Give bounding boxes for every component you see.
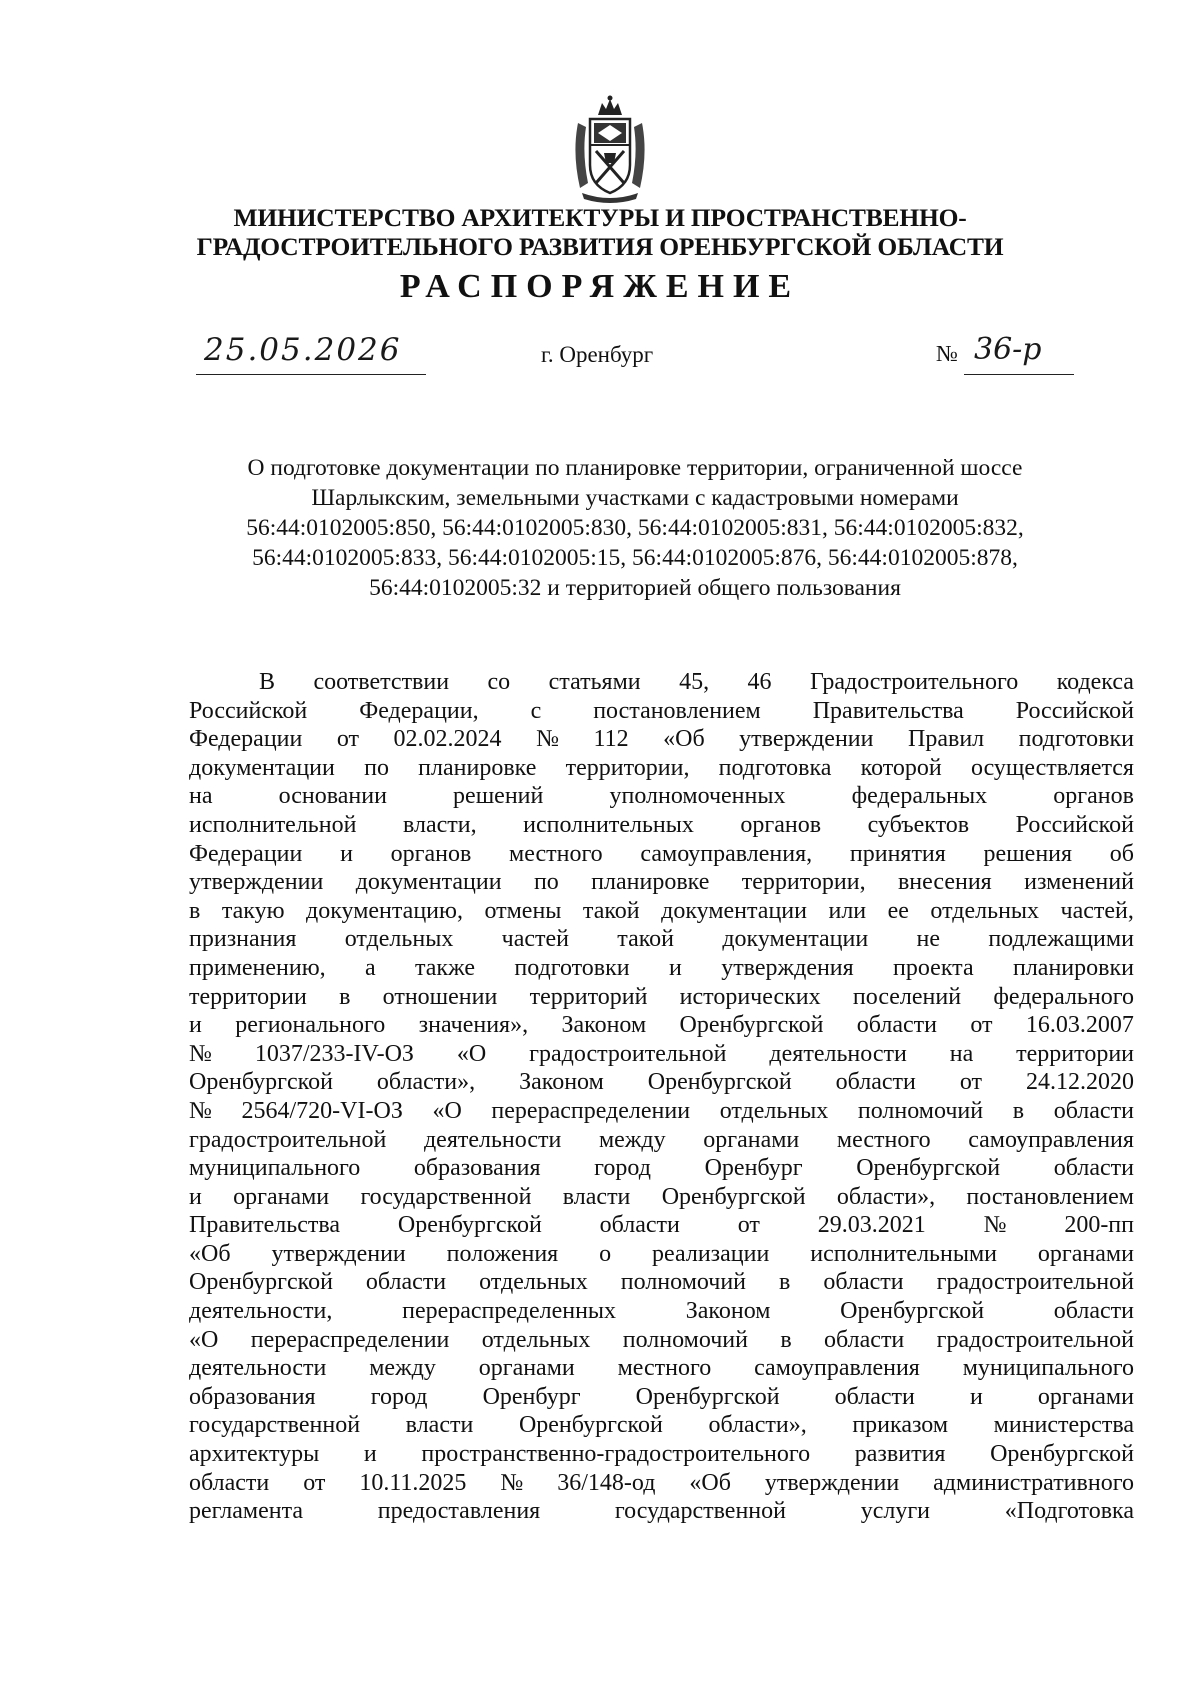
body-line: регламента предоставления государственной услуги «Подготовка [189,1498,1134,1525]
handwritten-number: 36-р [974,332,1042,367]
body-line: территории в отношении территорий исторических поселений федерального [189,983,1134,1010]
body-line: Оренбургской области отдельных полномочий в области градостроительной [189,1269,1134,1296]
subject-line: 56:44:0102005:833, 56:44:0102005:15, 56:44:0102005:876, 56:44:0102005:878, [252,545,1018,571]
city-label: г. Оренбург [541,342,654,367]
body-line: признания отдельных частей такой документации не подлежащими [189,926,1134,953]
body-line: деятельности между органами местного самоуправления муниципального [189,1355,1134,1382]
body-line: Российской Федерации, с постановлением Правительства Российской [189,697,1134,724]
body-line: Федерации от 02.02.2024 № 112 «Об утверждении Правил подготовки [189,726,1134,753]
subject-line: Шарлыкским, земельными участками с кадастровыми номерами [311,485,959,511]
body-line: и регионального значения», Законом Оренбургской области от 16.03.2007 [189,1012,1134,1039]
ministry-name [150,203,1050,261]
body-line: утверждении документации по планировке территории, внесения изменений [189,869,1134,896]
body-line: Правительства Оренбургской области от 29.03.2021 № 200-пп [189,1212,1134,1239]
document-subject [150,453,1120,603]
body-line: применению, а также подготовки и утверждения проекта планировки [189,954,1134,981]
handwritten-date: 25.05.2026 [204,332,402,368]
subject-line: 56:44:0102005:850, 56:44:0102005:830, 56:44:0102005:831, 56:44:0102005:832, [246,515,1024,541]
body-line: в такую документацию, отмены такой документации или ее отдельных частей, [189,897,1134,924]
body-line: Федерации и органов местного самоуправления, принятия решения об [189,840,1134,867]
number-field [964,334,1074,375]
subject-line: О подготовке документации по планировке территории, ограниченной шоссе [247,455,1023,481]
body-line: на основании решений уполномоченных федеральных органов [189,783,1134,810]
body-line: области от 10.11.2025 № 36/148-од «Об утверждении административного [189,1469,1134,1496]
body-line: исполнительной власти, исполнительных органов субъектов Российской [189,811,1134,838]
body-line: деятельности, перераспределенных Законом Оренбургской области [189,1298,1134,1325]
body-line: архитектуры и пространственно-градостроительного развития Оренбургской [189,1441,1134,1468]
ministry-line-1: МИНИСТЕРСТВО АРХИТЕКТУРЫ И ПРОСТРАНСТВЕННО- [233,203,967,232]
body-line: № 2564/720-VI-ОЗ «О перераспределении отдельных полномочий в области [189,1097,1134,1124]
body-line: градостроительной деятельности между органами местного самоуправления [189,1126,1134,1153]
body-line: документации по планировке территории, подготовка которой осуществляется [189,754,1134,781]
body-line: образования город Оренбург Оренбургской области и органами [189,1383,1134,1410]
body-line: муниципального образования город Оренбург Оренбургской области [189,1155,1134,1182]
document-body [189,668,1134,1526]
body-line: «Об утверждении положения о реализации исполнительными органами [189,1240,1134,1267]
number-sign: № [936,341,958,366]
body-line: «О перераспределении отдельных полномочий в области градостроительной [189,1326,1134,1353]
body-line: В соответствии со статьями 45, 46 Градостроительного кодекса [259,669,1134,695]
orenburg-coat-of-arms-icon [568,93,652,203]
body-line: и органами государственной власти Оренбургской области», постановлением [189,1183,1134,1210]
ministry-line-2: ГРАДОСТРОИТЕЛЬНОГО РАЗВИТИЯ ОРЕНБУРГСКОЙ ОБЛАСТИ [196,232,1004,261]
body-line: № 1037/233-IV-ОЗ «О градостроительной деятельности на территории [189,1040,1134,1067]
date-field [196,334,426,375]
document-type-title: РАСПОРЯЖЕНИЕ [399,268,801,305]
body-line: государственной власти Оренбургской области», приказом министерства [189,1412,1134,1439]
subject-line: 56:44:0102005:32 и территорией общего пользования [369,575,901,601]
body-line: Оренбургской области», Законом Оренбургской области от 24.12.2020 [189,1069,1134,1096]
